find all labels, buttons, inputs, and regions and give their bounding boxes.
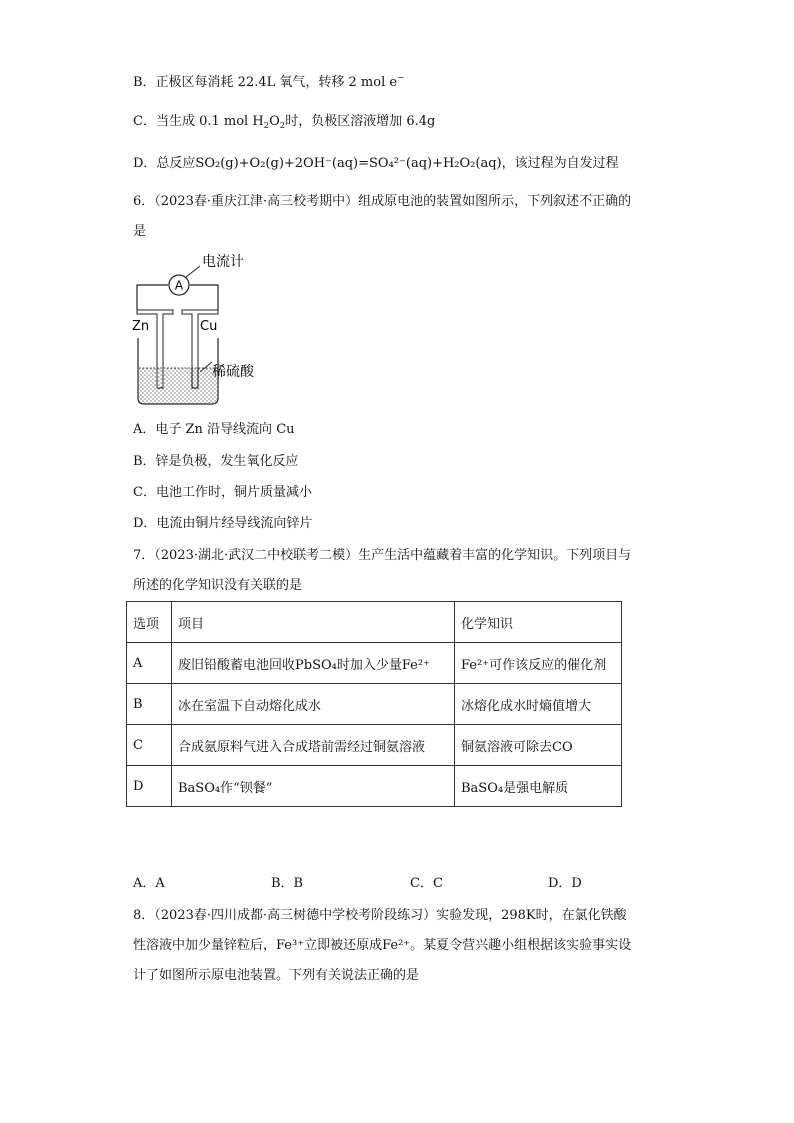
table-header-cell: 化学知识 (455, 602, 622, 643)
zn-label: Zn (132, 319, 150, 334)
q6-stem-line2: 是 (133, 224, 147, 239)
table-row (127, 684, 622, 725)
table-header-row (127, 602, 622, 643)
wire-right (190, 285, 218, 310)
ammeter-symbol: A (174, 278, 184, 293)
q7-stem-line2: 所述的化学知识没有关联的是 (133, 578, 303, 593)
q6-option-a: A．电子 Zn 沿导线流向 Cu (133, 422, 295, 437)
table-cell: 合成氨原料气进入合成塔前需经过铜氨溶液 (172, 725, 455, 766)
table-cell: D (127, 766, 172, 807)
q7-table (126, 601, 622, 807)
q5-option-b-sup: − (397, 73, 405, 83)
cu-label: Cu (200, 319, 218, 334)
q6-option-d: D．电流由铜片经导线流向锌片 (133, 516, 313, 531)
q5-option-c-pre: C．当生成 0.1 mol H (133, 114, 264, 129)
wire-left (137, 285, 168, 310)
q7-answer-b: B．B (271, 876, 304, 891)
table-cell: 铜氨溶液可除去CO (455, 725, 622, 766)
q7-stem-line1: 7．（2023·湖北·武汉二中校联考二模）生产生活中蕴藏着丰富的化学知识。下列项目与 (133, 548, 632, 563)
q8-stem-line1: 8．（2023春·四川成都·高三树德中学校考阶段练习）实验发现，298K时，在氯化铁酸 (133, 908, 627, 923)
q5-option-b-text: B．正极区每消耗 22.4L 氧气，转移 2 mol e (133, 75, 398, 90)
q5-option-c-post: 时，负极区溶液增加 6.4g (285, 114, 436, 129)
q7-answer-a: A．A (133, 876, 165, 891)
q8-stem-line3: 计了如图所示原电池装置。下列有关说法正确的是 (133, 968, 420, 983)
table-cell: 冰熔化成水时熵值增大 (455, 684, 622, 725)
q8-stem-line2: 性溶液中加少量锌粒后，Fe³⁺立即被还原成Fe²⁺。某夏令营兴趣小组根据该实验事实设 (133, 938, 632, 953)
solution-label: 稀硫酸 (212, 364, 254, 380)
q6-option-b: B．锌是负极，发生氧化反应 (133, 454, 299, 469)
table-cell: C (127, 725, 172, 766)
table-row (127, 725, 622, 766)
table-header-cell: 项目 (172, 602, 455, 643)
q5-option-c (133, 112, 435, 136)
q5-option-b (133, 68, 404, 93)
galvanic-cell-diagram (128, 250, 278, 410)
q5-option-c-sub2: 2 (279, 121, 286, 131)
meter-label: 电流计 (202, 254, 244, 270)
table-cell: B (127, 684, 172, 725)
meter-label-leader (186, 266, 200, 277)
table-header-cell: 选项 (127, 602, 172, 643)
table-cell: 冰在室温下自动熔化成水 (172, 684, 455, 725)
table-cell: A (127, 643, 172, 684)
q6-option-c: C．电池工作时，铜片质量减小 (133, 485, 312, 500)
table-cell: BaSO₄是强电解质 (455, 766, 622, 807)
table-cell: 废旧铅酸蓄电池回收PbSO₄时加入少量Fe²⁺ (172, 643, 455, 684)
q5-option-c-sub1: 2 (263, 121, 270, 131)
q5-option-d: D．总反应SO₂(g)+O₂(g)+2OH⁻(aq)=SO₄²⁻(aq)+H₂O₂(aq)，该过程为自发过程 (133, 156, 619, 171)
table-row (127, 766, 622, 807)
q7-answer-d: D．D (548, 876, 582, 891)
table-cell: Fe²⁺可作该反应的催化剂 (455, 643, 622, 684)
q5-option-c-mid: O (269, 114, 280, 129)
table-cell: BaSO₄作“钡餐” (172, 766, 455, 807)
solution-fill (139, 368, 217, 403)
table-row (127, 643, 622, 684)
q7-answer-c: C．C (410, 876, 443, 891)
q6-stem-line1: 6．（2023春·重庆江津·高三校考期中）组成原电池的装置如图所示，下列叙述不正确的 (133, 194, 632, 209)
